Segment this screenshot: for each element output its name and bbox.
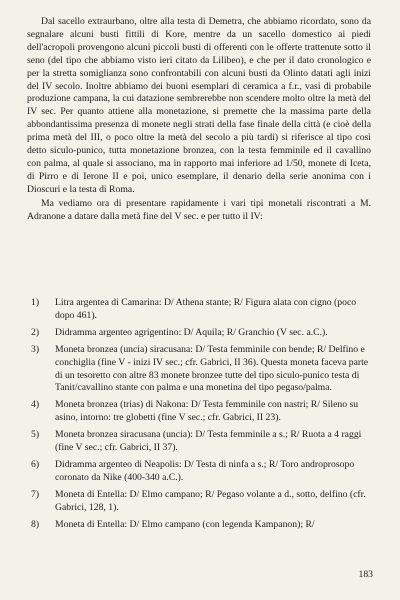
- item-text: Moneta di Entella: D/ Elmo campano (con legenda Kampanon); R/: [55, 518, 315, 530]
- item-text: Moneta bronzea (trias) di Nakona: D/ Testa femminile con nastri; R/ Sileno su asino, intorno: tre globetti (fine V sec.; cfr. Gabrici, II 23).: [55, 399, 359, 424]
- list-item: [31, 429, 371, 455]
- list-item: [31, 344, 371, 396]
- paragraph-coin-types: Ma vediamo ora di presentare rapidamente i vari tipi monetali riscontrati a M. Adranone a datare dalla metà fine del V sec. e per tutto il IV:: [27, 197, 371, 222]
- list-item: [31, 327, 371, 340]
- item-text: Litra argentea di Camarina: D/ Athena stante; R/ Figura alata con cigno (poco dopo 461).: [55, 297, 357, 321]
- item-text: Moneta di Entella: D/ Elmo campano; R/ Pegaso volante a d., sotto, delfino (cfr. Gabrici, 128, 1).: [55, 488, 366, 513]
- item-text: Moneta bronzea siracusana (uncia): D/ Testa femminile a s.; R/ Ruota a 4 raggi (fine V sec.; cfr. Gabrici, II 37).: [55, 429, 362, 454]
- list-item: [31, 297, 371, 323]
- item-number: 2): [31, 326, 40, 338]
- item-number: 8): [31, 518, 40, 530]
- item-number: 7): [31, 488, 40, 500]
- item-number: 3): [31, 343, 40, 355]
- body-text: [27, 16, 371, 224]
- paragraph-intro: Dal sacello extraurbano, oltre alla testa di Demetra, che abbiamo ricordato, sono da segnalare alcuni busti fittili di Kore, mentre da un sacello domestico ai piedi dell'acropoli provengono alcuni piccoli busti di offerenti con le offerte trattenute sotto il seno (del tipo che abbiamo visto ieri citato da Lilibeo), e che per il dato cronologico e per la stretta somiglianza sono confrontabili con alcuni busti da Olinto datati agli inizi del IV secolo. Inoltre abbiamo dei buoni esemplari di ceramica a f.r., vasi di probabile produzione campana, la cui datazione sembrerebbe non scendere molto oltre la metà del IV sec. Per quanto attiene alla monetazione, si premette che la massima parte della abbondantissima presenza di monete negli strati della fase finale della città (e cioè della prima metà del III, o poco oltre la metà del secolo a più tardi) si riferisce al tipo così detto siculo-punico, tutta monetazione bronzea, con la testa femminile ed il cavallino con palma, al quale si associano, ma in rapporto mai inferiore ad 1/50, monete di Iceta, di Pirro e di Ierone II e poi, unico esemplare, il denario della serie anonima con i Dioscuri e la testa di Roma.: [27, 16, 371, 195]
- item-number: 4): [31, 399, 40, 411]
- item-text: Moneta bronzea (uncia) siracusana: D/ Testa femminile con bende; R/ Delfino e conchiglia (fine V - inizi IV sec.; cfr. Gabrici, II 36). Questa moneta faceva parte di un tesoretto con altre 83 monete bronzee tutte del tipo siculo-punico testa di Tanit/cavallino stante con palma e una monetina del tipo pegaso/palma.: [55, 343, 369, 394]
- coin-list: [31, 297, 371, 536]
- item-number: 1): [31, 297, 40, 308]
- item-text: Didramma argenteo di Neapolis: D/ Testa di ninfa a s.; R/ Toro androprosopo coronato da Nike (400-340 a.C.).: [55, 458, 355, 483]
- item-number: 5): [31, 429, 40, 441]
- item-number: 6): [31, 458, 40, 470]
- list-item: [31, 399, 371, 425]
- item-text: Didramma argenteo agrigentino: D/ Aquila; R/ Granchio (V sec. a.C.).: [55, 326, 328, 338]
- page-number: 183: [358, 569, 373, 580]
- list-item: [31, 489, 371, 515]
- list-item: [31, 459, 371, 485]
- list-item: [31, 519, 371, 532]
